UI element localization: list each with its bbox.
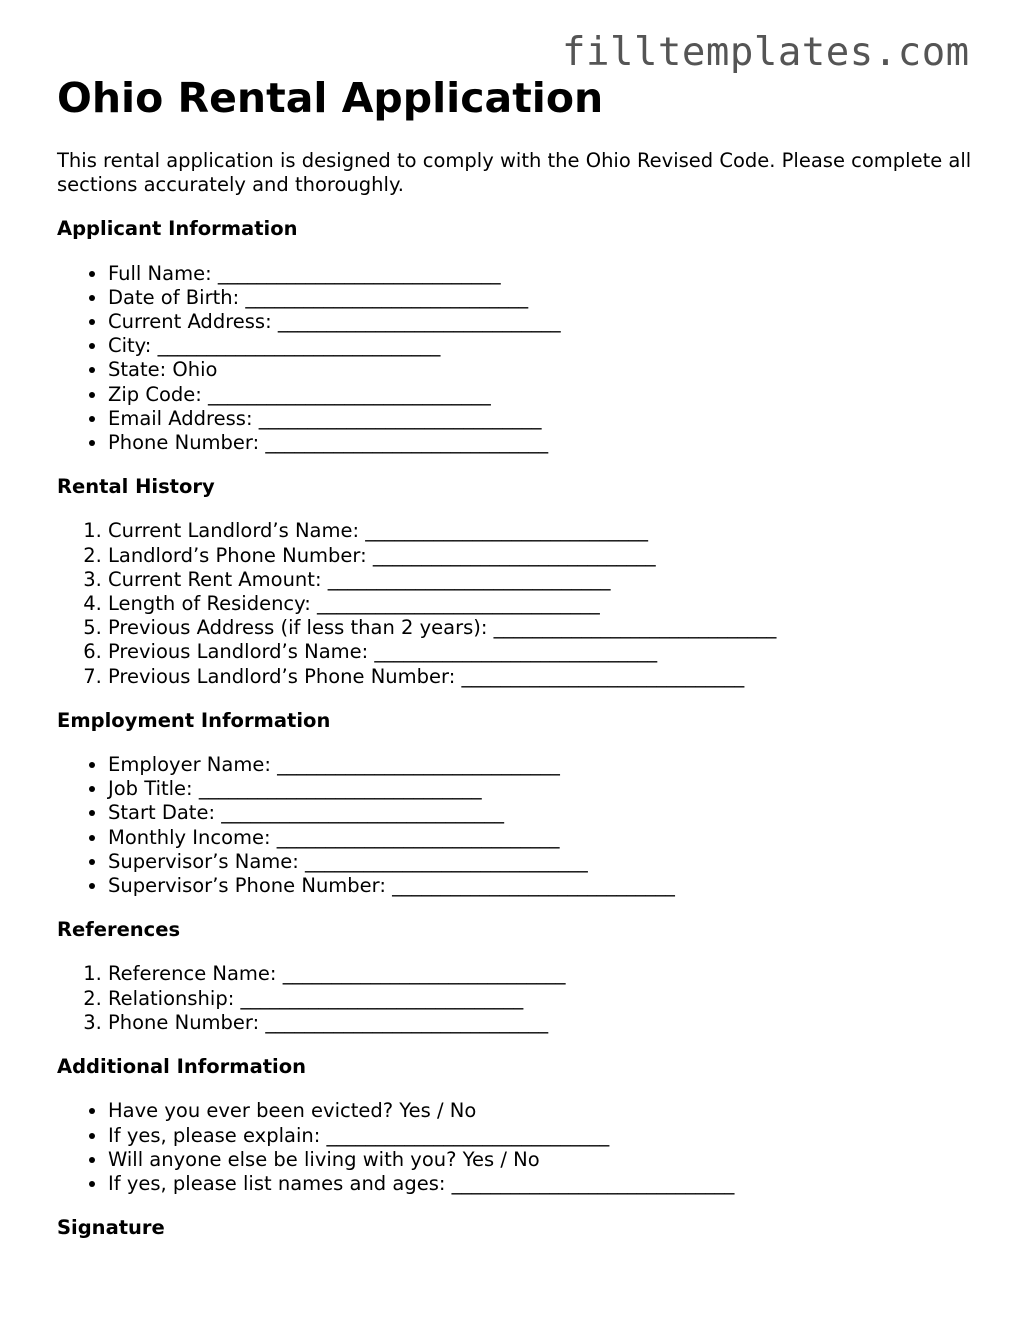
list-item: 6. Previous Landlord’s Name: _____________________________ xyxy=(108,640,987,664)
list-item: 1. Reference Name: _____________________________ xyxy=(108,962,987,986)
list-item: • Job Title: _____________________________ xyxy=(108,777,987,801)
list-item: 3. Phone Number: _____________________________ xyxy=(108,1011,987,1035)
list-item: 1. Current Landlord’s Name: _____________________________ xyxy=(108,519,987,543)
section-heading-rental-history: Rental History xyxy=(57,475,215,499)
list-item: 7. Previous Landlord’s Phone Number: _____________________________ xyxy=(108,665,987,689)
list-item: • Zip Code: _____________________________ xyxy=(108,383,987,407)
section-heading-additional: Additional Information xyxy=(57,1055,307,1079)
employment-field-list xyxy=(57,753,987,898)
list-item: 5. Previous Address (if less than 2 years): _____________________________ xyxy=(108,616,987,640)
references-field-list xyxy=(57,962,987,1035)
watermark: filltemplates.com xyxy=(562,30,970,75)
section-heading-signature: Signature xyxy=(57,1216,165,1240)
list-item: 3. Current Rent Amount: _____________________________ xyxy=(108,568,987,592)
list-item: • Current Address: _____________________________ xyxy=(108,310,987,334)
list-item: • State: Ohio xyxy=(108,358,987,382)
intro-paragraph: This rental application is designed to comply with the Ohio Revised Code. Please complete all sections accurately and thoroughly. xyxy=(57,149,972,197)
section-heading-references: References xyxy=(57,918,181,942)
section-heading-applicant: Applicant Information xyxy=(57,217,298,241)
list-item: • If yes, please explain: _____________________________ xyxy=(108,1124,987,1148)
page-title: Ohio Rental Application xyxy=(57,74,604,122)
list-item: • Supervisor’s Phone Number: _____________________________ xyxy=(108,874,987,898)
list-item: • Supervisor’s Name: _____________________________ xyxy=(108,850,987,874)
document-body xyxy=(57,149,987,1260)
list-item: • Email Address: _____________________________ xyxy=(108,407,987,431)
list-item: • Phone Number: _____________________________ xyxy=(108,431,987,455)
list-item: • Monthly Income: _____________________________ xyxy=(108,826,987,850)
list-item: • Have you ever been evicted? Yes / No xyxy=(108,1099,987,1123)
additional-field-list xyxy=(57,1099,987,1196)
applicant-field-list xyxy=(57,262,987,456)
list-item: • Date of Birth: _____________________________ xyxy=(108,286,987,310)
list-item: • Full Name: _____________________________ xyxy=(108,262,987,286)
list-item: • City: _____________________________ xyxy=(108,334,987,358)
list-item: • Will anyone else be living with you? Yes / No xyxy=(108,1148,987,1172)
section-heading-employment: Employment Information xyxy=(57,708,331,732)
list-item: • Start Date: _____________________________ xyxy=(108,801,987,825)
list-item: 2. Landlord’s Phone Number: _____________________________ xyxy=(108,544,987,568)
list-item: 2. Relationship: _____________________________ xyxy=(108,987,987,1011)
list-item: • Employer Name: _____________________________ xyxy=(108,753,987,777)
rental-history-field-list xyxy=(57,519,987,688)
list-item: 4. Length of Residency: _____________________________ xyxy=(108,592,987,616)
list-item: • If yes, please list names and ages: _____________________________ xyxy=(108,1172,987,1196)
